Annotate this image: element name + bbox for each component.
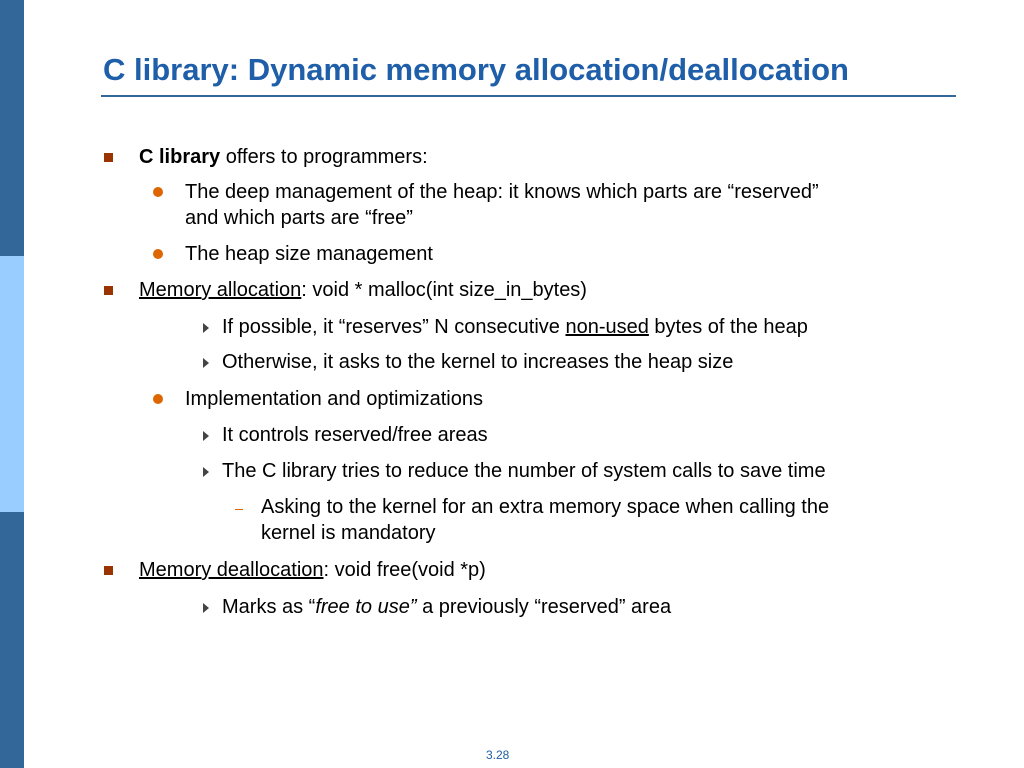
underlined-term: non-used xyxy=(565,316,649,338)
list-item-text: Otherwise, it asks to the kernel to increases the heap size xyxy=(222,351,734,373)
list-item-text: The deep management of the heap: it knows which parts are “reserved” xyxy=(185,181,819,203)
italic-term: free to use” xyxy=(315,596,417,618)
square-bullet-icon xyxy=(104,286,113,295)
title-divider xyxy=(101,95,956,97)
underlined-term: Memory allocation xyxy=(139,279,302,301)
sidebar-segment-top xyxy=(0,0,24,256)
sidebar-segment-bottom xyxy=(0,512,24,768)
list-item xyxy=(139,145,428,169)
list-item-text: Implementation and optimizations xyxy=(185,388,483,410)
triangle-bullet-icon xyxy=(203,358,209,368)
list-item-text: If possible, it “reserves” N consecutive xyxy=(222,316,566,338)
underlined-term: Memory deallocation xyxy=(139,559,324,581)
page-number: 3.28 xyxy=(486,748,510,762)
list-item xyxy=(139,278,587,302)
list-item-text-continued: kernel is mandatory xyxy=(261,522,436,544)
square-bullet-icon xyxy=(104,153,113,162)
bold-term: C library xyxy=(139,146,221,168)
sidebar-decoration xyxy=(0,0,24,768)
list-item-text: Asking to the kernel for an extra memory space when calling the xyxy=(261,496,830,518)
list-item-text: : void * malloc(int size_in_bytes) xyxy=(301,279,587,301)
list-item-text-continued: and which parts are “free” xyxy=(185,207,413,229)
triangle-bullet-icon xyxy=(203,431,209,441)
round-bullet-icon xyxy=(153,394,163,404)
slide-title: C library: Dynamic memory allocation/deallocation xyxy=(103,52,849,87)
list-item xyxy=(222,315,808,339)
list-item-text: The C library tries to reduce the number of system calls to save time xyxy=(222,460,826,482)
square-bullet-icon xyxy=(104,566,113,575)
list-item-text: a previously “reserved” area xyxy=(416,596,672,618)
round-bullet-icon xyxy=(153,249,163,259)
list-item-text: Marks as “ xyxy=(222,596,316,618)
triangle-bullet-icon xyxy=(203,603,209,613)
list-item-text: : void free(void *p) xyxy=(323,559,486,581)
list-item-text: bytes of the heap xyxy=(648,316,808,338)
list-item-text: offers to programmers: xyxy=(220,146,428,168)
triangle-bullet-icon xyxy=(203,467,209,477)
sidebar-segment-middle xyxy=(0,256,24,512)
list-item-text: It controls reserved/free areas xyxy=(222,424,488,446)
dash-bullet-icon xyxy=(235,509,243,510)
list-item-text: The heap size management xyxy=(185,243,433,265)
triangle-bullet-icon xyxy=(203,323,209,333)
list-item xyxy=(222,595,671,619)
list-item xyxy=(139,558,486,582)
round-bullet-icon xyxy=(153,187,163,197)
